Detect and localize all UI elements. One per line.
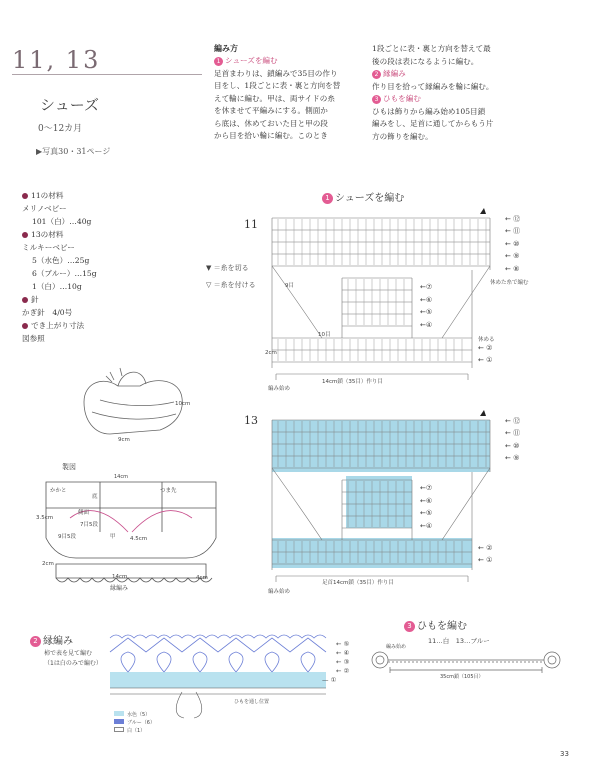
step-1-line: 足首まわりは、鎖編みで35目の作り (214, 68, 338, 78)
bullet-icon (22, 232, 28, 238)
swatch-blue (114, 719, 124, 724)
edging-row-labels: ← ⑤ ← ④ ← ③ ← ② (336, 640, 350, 675)
edging-row-1: — ① (322, 676, 337, 684)
materials-13-detail: 6（ブルー）…15g (32, 269, 97, 278)
step-1-line: から目を拾い輪に編む。このとき (214, 131, 328, 140)
chart-11-side-10: 10目 (318, 332, 331, 338)
chart-11-width-note: 14cm鎖（35目）作り目 (322, 379, 383, 385)
step-3-line: ひもは飾りから編み始め105目鎖 (372, 106, 486, 116)
chart-13-inner-row-labels: ←⑦ ←⑥ ←⑤ ←④ (420, 484, 433, 530)
chart-13-start: 編み始め (268, 589, 291, 595)
chart-11-rest-note: 休めた糸で編む (490, 280, 529, 286)
shoe-section-heading: 1 シューズを編む (322, 189, 404, 204)
cord-section-heading: 3 ひもを編む (404, 617, 467, 632)
materials-13-detail: 1（白）…10g (32, 282, 82, 291)
diagram-measure-2cm: 2cm (42, 561, 54, 567)
bullet-icon (22, 323, 28, 329)
cord-diagram (366, 648, 566, 676)
bullet-icon (22, 297, 28, 303)
diagram-measure-35: 3.5cm (36, 515, 54, 521)
size-heading: でき上がり寸法 (22, 319, 97, 332)
chart-13-row-labels: ← ⑫ ← ⑪ ← ⑩ ← ⑨ (505, 417, 521, 463)
diagram-toe: つま先 (160, 488, 177, 494)
pattern-number: 11, 13 (12, 46, 101, 74)
diagram-measure-4cm: 4cm (196, 575, 208, 581)
step-1-continued: 後の段は表になるように編む。 (372, 56, 479, 66)
diagram-heel: かかと (50, 488, 67, 494)
chart-11-label: 11 (244, 218, 258, 231)
diagram-ankle-length: 14cm (112, 574, 128, 580)
materials-13-detail: 5（水色）…25g (32, 256, 90, 265)
cord-length: 35cm鎖（105目） (440, 674, 484, 680)
diagram-bottom-label: 底 (92, 494, 98, 500)
edging-color-legend: 水色（5） ブルー（6） 白（1） (114, 711, 155, 735)
step-1-heading: 1 シューズを編む (214, 55, 364, 68)
diagram-side-label: 側面 (78, 510, 90, 516)
size-detail: 図参照 (22, 334, 45, 343)
step-1-line: 目をし、1段ごとに表・裏と方向を替 (214, 81, 341, 90)
chart-11-rest-label: 休める (478, 337, 495, 343)
pattern-diagram-title: 製図 (62, 463, 76, 471)
method-title: 編み方 (214, 43, 238, 53)
needle-detail: かぎ針 4/0号 (22, 308, 73, 317)
cord-colors: 11…白 13…ブルー (428, 637, 490, 645)
shoe-height: 10cm (175, 401, 191, 407)
title-rule (12, 74, 202, 75)
diagram-rows-9: 9目5段 (58, 534, 76, 540)
diagram-edging-label: 縁編み (110, 585, 129, 592)
step-3-heading: 3 ひもを編む (372, 93, 542, 106)
edging-section-heading: 2 縁編み (30, 632, 73, 647)
swatch-light-blue (114, 711, 124, 716)
method-col-2 (372, 43, 542, 143)
legend-join: ▽ ＝糸を付ける (206, 281, 256, 289)
step-2-heading: 2 縁編み (372, 68, 542, 81)
cut-marker-icon (480, 208, 486, 214)
materials-11-detail: 101（白）…40g (32, 217, 92, 226)
diagram-measure-45: 4.5cm (130, 536, 148, 542)
step-2-line: 作り目を拾って縁編みを輪に編む。 (372, 81, 494, 91)
needle-heading: 針 (22, 293, 97, 306)
materials-13-heading: 13の材料 (22, 228, 97, 241)
legend-cut: ▼ ＝糸を切る (206, 264, 249, 272)
step-1-number: 1 (214, 57, 223, 66)
edging-note-1: 柿で表を見て編む (44, 650, 93, 657)
step-1-line: を休ませて平編みにする。側面か (214, 106, 328, 115)
chart-11-inner-row-labels: ←⑦ ←⑥ ←⑤ ←④ (420, 283, 433, 329)
chart-11-start: 編み始め (268, 386, 291, 392)
materials-11-yarn: メリノベビー (22, 204, 67, 213)
diagram-rows-7: 7目5段 (80, 522, 98, 528)
shoe-bottom: 9cm (118, 437, 130, 443)
step-1-line: えて輪に編む。甲は、両サイドの糸 (214, 93, 335, 103)
step-1-continued: 1段ごとに表・裏と方向を替えて最 (372, 44, 491, 53)
chart-13-label: 13 (244, 414, 258, 427)
materials-13-yarn: ミルキーベビー (22, 243, 75, 252)
step-3-line: 編みをし、足首に通してからもう片 (372, 119, 494, 128)
swatch-white (114, 727, 124, 732)
age-range: 0～12カ月 (38, 124, 83, 134)
materials-list (22, 189, 97, 345)
materials-11-heading: 11の材料 (22, 189, 97, 202)
diagram-mid-label: 甲 (110, 534, 116, 540)
photo-reference: ▶写真30・31ページ (36, 147, 111, 156)
chart-13-lower-row-labels: ← ② ← ① (478, 544, 493, 564)
method-col-1 (214, 55, 364, 143)
page-number: 33 (560, 750, 569, 758)
chart-11-row-labels: ← ⑫ ← ⑪ ← ⑩ ← ⑨ ← ⑧ (505, 215, 521, 273)
step-1-line: ら底は、休めておいた目と甲の段 (214, 118, 328, 128)
chart-13-width-note: 足首14cm鎖（35目）作り目 (322, 580, 394, 586)
chart-11-side-label: 9目 (285, 283, 294, 289)
page-title: シューズ (40, 96, 99, 114)
cord-start: 編み始め (386, 644, 407, 650)
cord-through-note: ひもを通し位置 (234, 699, 270, 705)
diagram-ankle-label: 14cm (114, 474, 128, 480)
step-3-line: 方の飾りを編む。 (372, 131, 433, 141)
cut-marker-icon (480, 410, 486, 416)
bullet-icon (22, 193, 28, 199)
chart-11-height: 2cm (265, 350, 277, 356)
chart-11-lower-row-labels: ← ② ← ① (478, 344, 493, 364)
edging-note-2: （1は白のみで編む） (44, 660, 102, 667)
